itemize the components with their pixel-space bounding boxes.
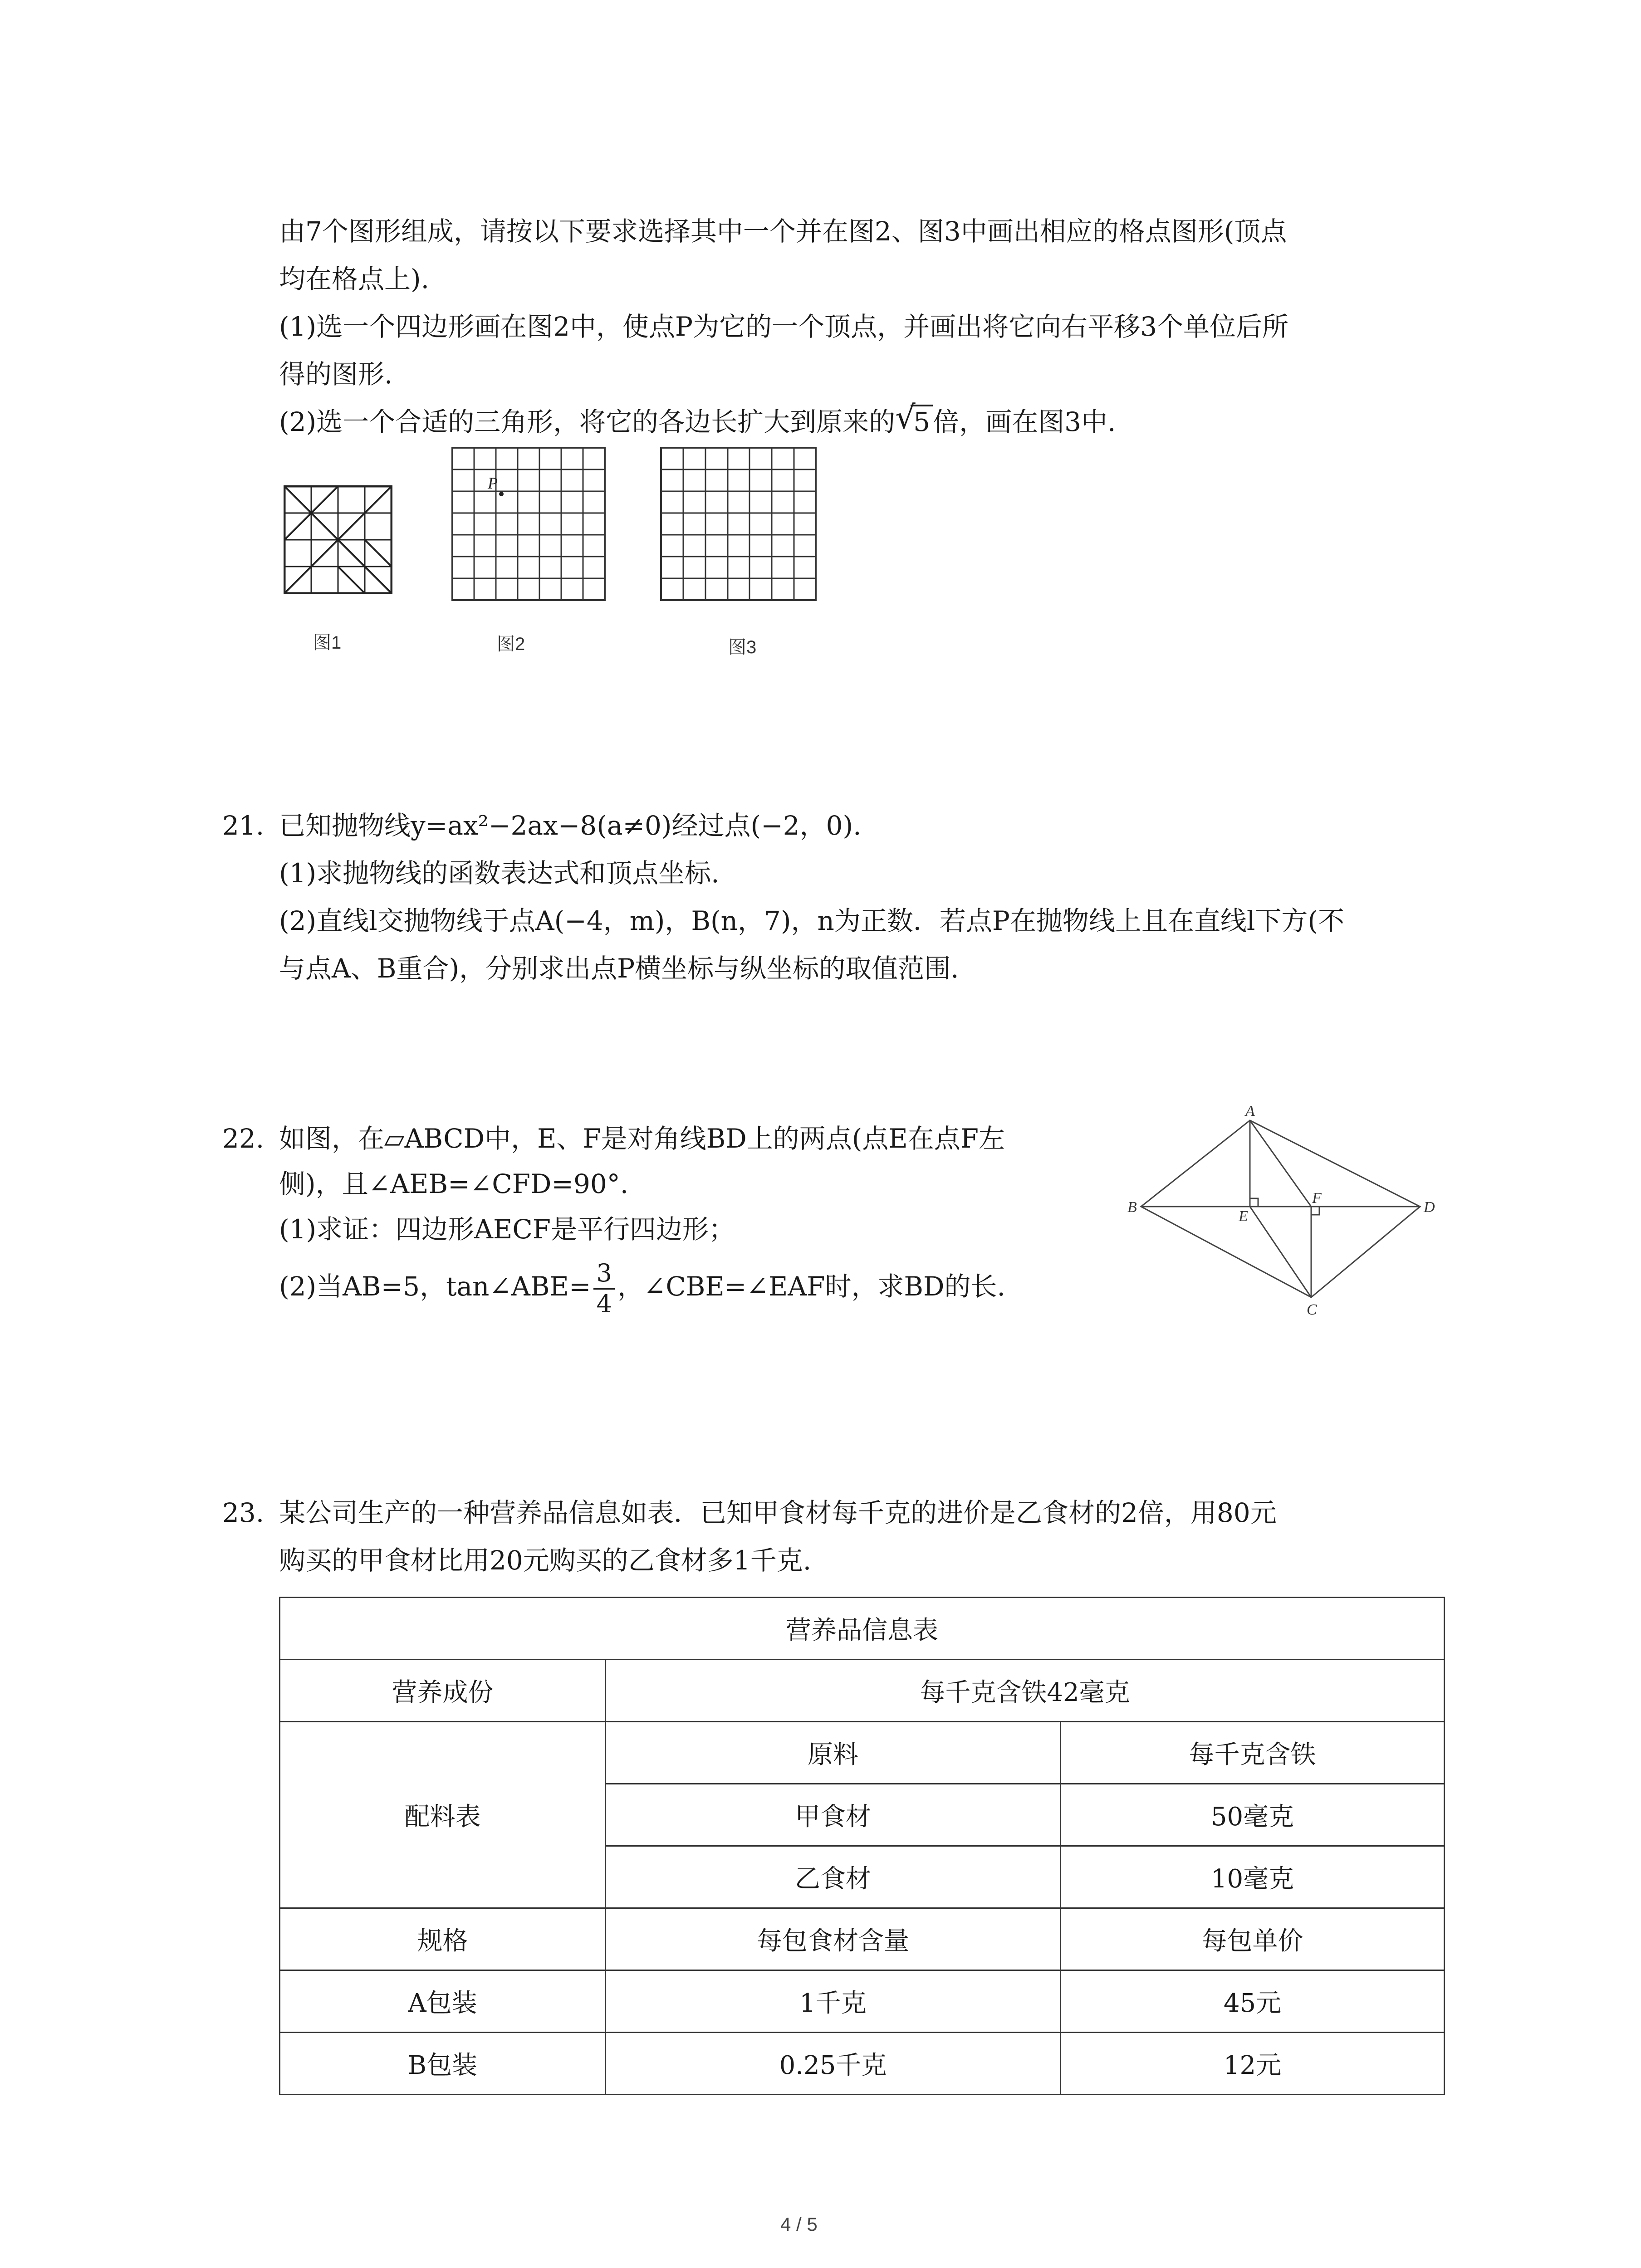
label-a: A — [1245, 1103, 1255, 1119]
table-row — [280, 2033, 1445, 2095]
figure-3-caption: 图3 — [728, 637, 757, 657]
q22-number: 22. — [222, 1123, 265, 1154]
table-row — [280, 1660, 1445, 1722]
raw-header: 原料 — [606, 1722, 1061, 1784]
point-p-label: P — [488, 474, 498, 492]
table-row — [280, 1598, 1445, 1660]
package-b-price: 12元 — [1061, 2033, 1445, 2095]
q22-line3: (1)求证：四边形AECF是平行四边形； — [279, 1214, 735, 1245]
label-b: B — [1127, 1199, 1137, 1216]
figure-1-caption: 图1 — [313, 633, 342, 653]
figure-2-grid — [451, 447, 606, 601]
label-d: D — [1424, 1199, 1435, 1216]
price-header: 每包单价 — [1061, 1908, 1445, 1970]
table-row — [280, 1908, 1445, 1970]
q20-line5-text-a: (2)选一个合适的三角形，将它的各边长扩大到原来的 — [279, 406, 896, 437]
nutrient-value: 每千克含铁42毫克 — [606, 1660, 1445, 1722]
formula-label: 配料表 — [280, 1722, 606, 1908]
q20-line2: 均在格点上). — [279, 264, 430, 294]
q20-line3: (1)选一个四边形画在图2中，使点P为它的一个顶点，并画出将它向右平移3个单位后所 — [279, 311, 1288, 342]
package-b: B包装 — [280, 2033, 606, 2095]
iron-1: 50毫克 — [1061, 1784, 1445, 1846]
raw-2: 乙食材 — [606, 1846, 1061, 1908]
content-header: 每包食材含量 — [606, 1908, 1061, 1970]
iron-2: 10毫克 — [1061, 1846, 1445, 1908]
table-title: 营养品信息表 — [280, 1598, 1445, 1660]
q21-number: 21. — [222, 810, 265, 841]
q22-line4 — [279, 1259, 1005, 1319]
parallelogram-figure — [1125, 1102, 1452, 1315]
figure-2-caption: 图2 — [497, 634, 525, 654]
package-a-content: 1千克 — [606, 1970, 1061, 2033]
nutrient-label: 营养成份 — [280, 1660, 606, 1722]
page-number: 4 / 5 — [780, 2214, 818, 2235]
fraction-numerator: 3 — [593, 1259, 614, 1290]
spec-label: 规格 — [280, 1908, 606, 1970]
q20-line4: 得的图形. — [279, 359, 393, 390]
table-row — [280, 1722, 1445, 1784]
q23-number: 23. — [222, 1497, 265, 1528]
q22-line2: 侧)，且∠AEB=∠CFD=90°. — [279, 1168, 629, 1199]
q21-line3: (2)直线l交抛物线于点A(−4，m)，B(n，7)，n为正数．若点P在抛物线上且在直线l下方(不 — [279, 905, 1345, 936]
q21-line4: 与点A、B重合)，分别求出点P横坐标与纵坐标的取值范围. — [279, 953, 959, 984]
raw-1: 甲食材 — [606, 1784, 1061, 1846]
fraction-denominator: 4 — [596, 1290, 612, 1318]
q20-line5 — [279, 399, 1116, 440]
fraction-3-4 — [593, 1259, 614, 1319]
label-e: E — [1239, 1208, 1248, 1225]
package-b-content: 0.25千克 — [606, 2033, 1061, 2095]
package-a-price: 45元 — [1061, 1970, 1445, 2033]
figure-3-grid — [660, 447, 817, 601]
table-row — [280, 1970, 1445, 2033]
q23-line2: 购买的甲食材比用20元购买的乙食材多1千克. — [279, 1545, 812, 1576]
q21-line1: 已知抛物线y=ax²−2ax−8(a≠0)经过点(−2，0). — [279, 810, 862, 841]
package-a: A包装 — [280, 1970, 606, 2033]
q21-line2: (1)求抛物线的函数表达式和顶点坐标. — [279, 858, 720, 889]
figure-1-tangram-grid — [284, 485, 392, 594]
q22-line1: 如图，在▱ABCD中，E、F是对角线BD上的两点(点E在点F左 — [279, 1123, 1005, 1154]
label-c: C — [1307, 1301, 1317, 1315]
q23-line1: 某公司生产的一种营养品信息如表．已知甲食材每千克的进价是乙食材的2倍，用80元 — [279, 1497, 1277, 1528]
q22-line4-text-a: (2)当AB=5，tan∠ABE= — [279, 1271, 591, 1302]
nutrition-info-table — [279, 1597, 1445, 2095]
point-p — [499, 492, 504, 496]
sqrt-symbol: √ 5 — [895, 404, 933, 440]
label-f: F — [1312, 1190, 1322, 1207]
q22-line4-text-b: ，∠CBE=∠EAF时，求BD的长. — [617, 1271, 1005, 1302]
q20-line1: 由7个图形组成，请按以下要求选择其中一个并在图2、图3中画出相应的格点图形(顶点 — [279, 216, 1287, 247]
sqrt-radicand: 5 — [911, 405, 933, 437]
q20-line5-text-b: 倍，画在图3中. — [933, 406, 1116, 437]
iron-header: 每千克含铁 — [1061, 1722, 1445, 1784]
